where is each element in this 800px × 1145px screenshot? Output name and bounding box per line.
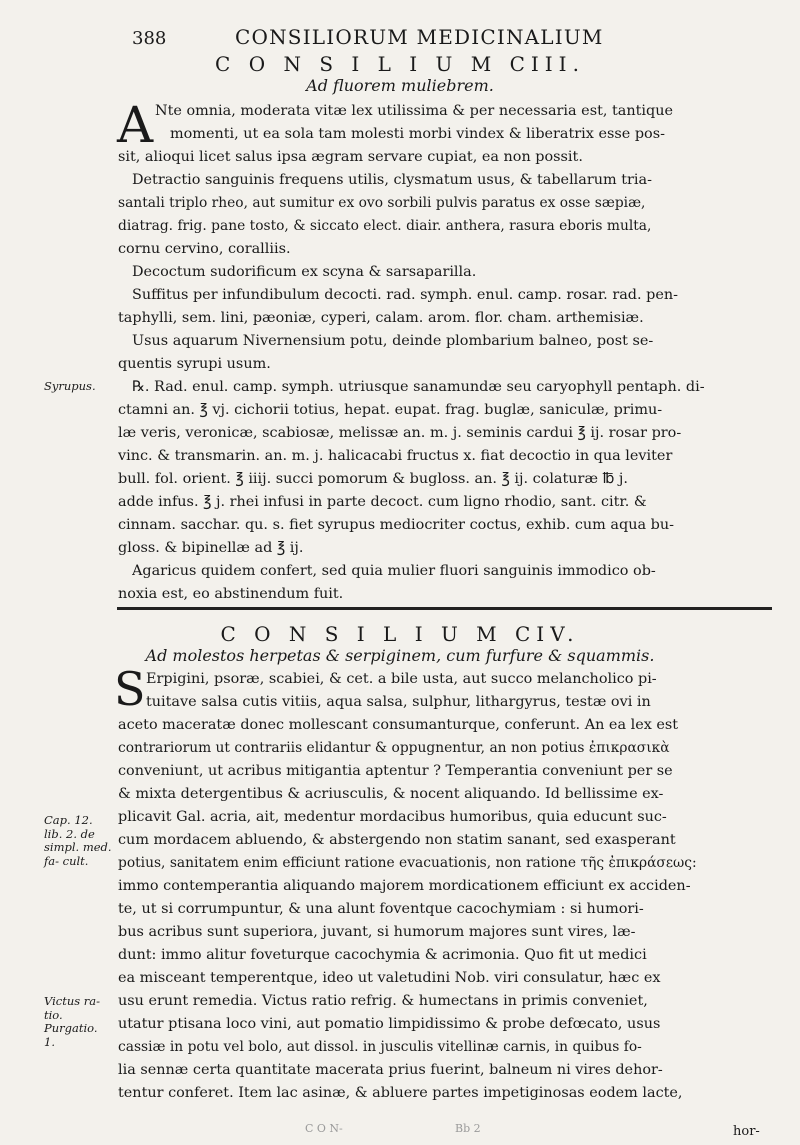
text-line: adde infus. ℥ j. rhei infusi in parte decoct. cum ligno rhodio, sant. citr. & <box>118 494 647 510</box>
text-line: ℞. Rad. enul. camp. symph. utriusque sanamundæ seu caryophyll pentaph. di- <box>132 379 705 395</box>
text-line: santali triplo rheo, aut sumitur ex ovo sorbili pulvis paratus ex osse sæpiæ, <box>118 195 646 211</box>
text-line: dunt: immo alitur foveturque cacochymia & acrimonia. Quo fit ut medici <box>118 947 647 963</box>
text-line: Agaricus quidem confert, sed quia mulier fluori sanguinis immodico ob- <box>132 563 656 579</box>
text-line: aceto maceratæ donec mollescant consumanturque, conferunt. An ea lex est <box>118 717 679 733</box>
margin-note-victus: Victus ra- tio. Purgatio. 1. <box>44 994 101 1049</box>
text-line: læ veris, veronicæ, scabiosæ, melissæ an. m. j. seminis cardui ℥ ij. rosar pro- <box>118 425 682 441</box>
text-line: usu erunt remedia. Victus ratio refrig. & humectans in primis conveniet, <box>118 993 648 1009</box>
text-line: Decoctum sudorificum ex scyna & sarsaparilla. <box>132 264 477 280</box>
text-line: plicavit Gal. acria, ait, medentur mordacibus humoribus, quia educunt suc- <box>118 809 667 825</box>
margin-note-cap: Cap. 12. lib. 2. de simpl. med. fa- cult. <box>44 813 112 868</box>
text-line: momenti, ut ea sola tam molesti morbi vindex & liberatrix esse pos- <box>170 126 665 142</box>
text-line: lia sennæ certa quantitate macerata prius fuerint, balneum ni vires dehor- <box>118 1062 663 1078</box>
text-line: bull. fol. orient. ℥ iiij. succi pomorum & bugloss. an. ℥ ij. colaturæ ℔ j. <box>118 471 628 487</box>
running-title: CONSILIORUM MEDICINALIUM <box>235 25 604 49</box>
section-subheading-ciii: Ad fluorem muliebrem. <box>306 76 494 95</box>
text-line: Suffitus per infundibulum decocti. rad. symph. enul. camp. rosar. rad. pen- <box>132 287 678 303</box>
text-line: ea misceant temperentque, ideo ut valetudini Nob. viri consulatur, hæc ex <box>118 970 661 986</box>
catchword: hor- <box>733 1124 760 1139</box>
text-line: tentur conferet. Item lac asinæ, & abluere partes impetiginosas eodem lacte, <box>118 1085 683 1101</box>
text-line: cinnam. sacchar. qu. s. fiet syrupus mediocriter coctus, exhib. cum aqua bu- <box>118 517 674 533</box>
text-line: vinc. & transmarin. an. m. j. halicacabi fructus x. fiat decoctio in qua leviter <box>118 448 673 464</box>
dropcap-a: A <box>117 96 154 154</box>
text-line: quentis syrupi usum. <box>118 356 271 372</box>
text-line: Nte omnia, moderata vitæ lex utilissima & per necessaria est, tantique <box>155 103 674 119</box>
text-line: noxia est, eo abstinendum fuit. <box>118 586 344 602</box>
text-line: Detractio sanguinis frequens utilis, clysmatum usus, & tabellarum tria- <box>132 172 652 188</box>
text-line: ctamni an. ℥ vj. cichorii totius, hepat. eupat. frag. buglæ, saniculæ, primu- <box>118 402 663 418</box>
text-line: potius, sanitatem enim efficiunt ratione evacuationis, non ratione τῆς ἐπικράσεως: <box>118 855 697 871</box>
section-heading-civ: C O N S I L I U M CIV. <box>220 622 580 646</box>
section-divider <box>117 607 772 610</box>
text-line: Usus aquarum Nivernensium potu, deinde plombarium balneo, post se- <box>132 333 654 349</box>
margin-note-syrupus: Syrupus. <box>44 379 96 393</box>
text-line: cum mordacem abluendo, & abstergendo non statim sanant, sed exasperant <box>118 832 676 848</box>
dropcap-s: S <box>114 662 146 716</box>
page-number: 388 <box>132 28 167 49</box>
text-line: bus acribus sunt superiora, juvant, si humorum majores sunt vires, læ- <box>118 924 636 940</box>
section-heading-ciii: C O N S I L I U M CIII. <box>215 52 585 76</box>
text-line: tuitave salsa cutis vitiis, aqua salsa, sulphur, lithargyrus, testæ ovi in <box>146 694 651 710</box>
footer-signature-mark: Bb 2 <box>455 1122 481 1135</box>
text-line: cornu cervino, coralliis. <box>118 241 291 257</box>
text-line: immo contemperantia aliquando majorem mordicationem efficiunt ex acciden- <box>118 878 691 894</box>
text-line: gloss. & bipinellæ ad ℥ ij. <box>118 540 304 556</box>
text-line: utatur ptisana loco vini, aut pomatio limpidissimo & probe defœcato, usus <box>118 1016 661 1032</box>
text-line: & mixta detergentibus & acriusculis, & nocent aliquando. Id bellissime ex- <box>118 786 664 802</box>
text-line: contrariorum ut contrariis elidantur & oppugnentur, an non potius ἐπικρασικὰ <box>118 740 670 756</box>
text-line: taphylli, sem. lini, pæoniæ, cyperi, calam. arom. flor. cham. arthemisiæ. <box>118 310 644 326</box>
text-line: conveniunt, ut acribus mitigantia aptentur ? Temperantia conveniunt per se <box>118 763 673 779</box>
footer-signature-left: C O N- <box>305 1122 343 1135</box>
section-subheading-civ: Ad molestos herpetas & serpiginem, cum furfure & squammis. <box>145 646 655 665</box>
text-line: diatrag. frig. pane tosto, & siccato elect. diair. anthera, rasura eboris multa, <box>118 218 652 234</box>
text-line: te, ut si corrumpuntur, & una alunt foventque cacochymiam : si humori- <box>118 901 644 917</box>
text-line: Erpigini, psoræ, scabiei, & cet. a bile usta, aut succo melancholico pi- <box>146 671 657 687</box>
text-line: cassiæ in potu vel bolo, aut dissol. in jusculis vitellinæ carnis, in quibus fo- <box>118 1039 642 1055</box>
text-line: sit, alioqui licet salus ipsa ægram servare cupiat, ea non possit. <box>118 149 583 165</box>
